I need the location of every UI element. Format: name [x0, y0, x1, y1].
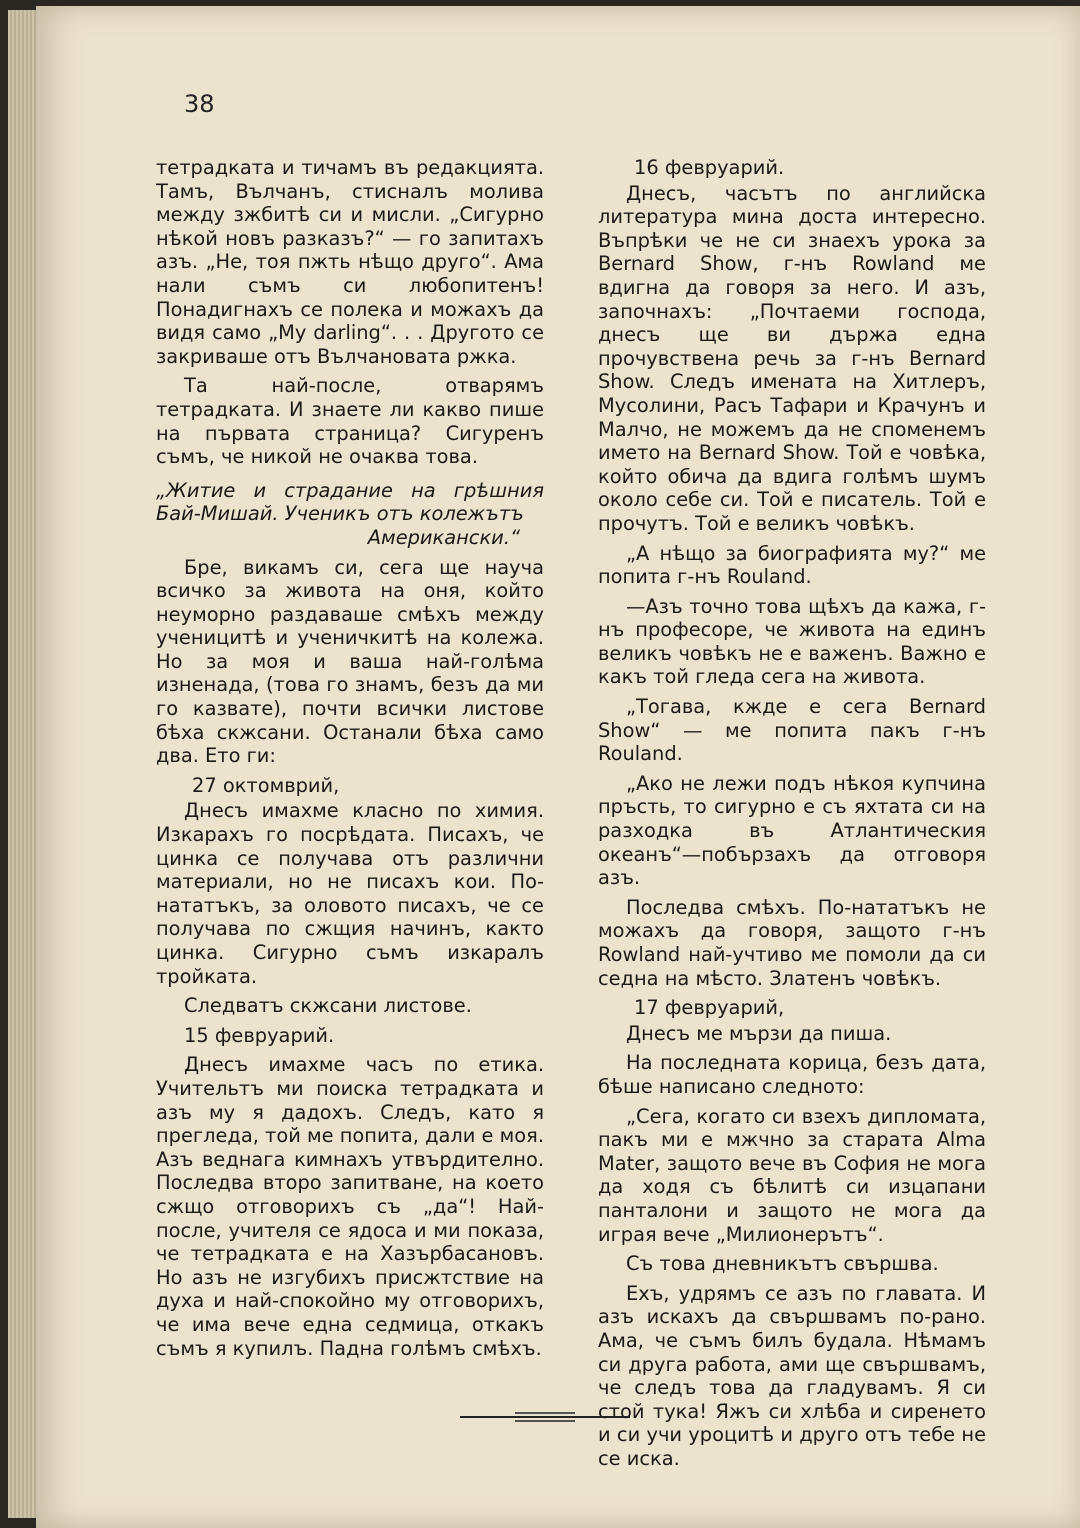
epigraph-line: „Житие и страдание на грѣшния Бай-Мишай. Ученикъ отъ колежътъ: [156, 478, 544, 526]
paragraph: Днесъ имахме класно по химия. Изкарахъ го посрѣдата. Писахъ, че цинка се получава отъ различни материали, но не писахъ кои. По-нататъкъ, за оловото писахъ, че се получава по сжщия начинъ, както цинка. Сигурно съмъ изкаралъ тройката.: [156, 799, 544, 988]
paragraph: Та най-после, отварямъ тетрадката. И знаете ли какво пише на първата страница? Сигуренъ съмъ, че никой не очаква това.: [156, 374, 544, 469]
paragraph: „Ако не лежи подъ нѣкоя купчина пръсть, то сигурно е съ яхтата си на разходка въ Атлантическия океанъ“—побързахъ да отговоря азъ.: [598, 771, 986, 890]
book-page-edges: [8, 10, 38, 1518]
paragraph: Днесъ, часътъ по английска литература мина доста интересно. Въпрѣки че не си знаехъ урока за Bernard Show, г-нъ Rowland ме вдигна да говоря за него. И азъ, започнахъ: „Почтаеми господа, днесъ ще ви държа една прочувствена речь за г-нъ Bernard Show. Следъ имената на Хитлеръ, Мусолини, Расъ Тафари и Крачунъ и Малчо, не можемъ да не споменемъ името на Bernard Show. Той е човѣка, който обича да вдига голѣмъ шумъ около себе си. Той е писатель. Той е прочутъ. Той е великъ човѣкъ.: [598, 181, 986, 535]
epigraph: [156, 479, 544, 550]
paragraph: На последната корица, безъ дата, бѣше написано следното:: [598, 1051, 986, 1098]
paragraph: „Тогава, кжде е сега Bernard Show“ — ме попита пакъ г-нъ Rouland.: [598, 695, 986, 766]
paragraph: Следватъ скжсани листове.: [184, 994, 472, 1018]
paragraph: „А нѣщо за биографията му?“ ме попита г-нъ Rouland.: [598, 541, 986, 589]
left-column: [156, 156, 544, 1366]
paragraph: Съ това дневникътъ свършва.: [626, 1252, 939, 1276]
paragraph: Ехъ, удрямъ се азъ по главата. И азъ искахъ да свършвамъ по-рано. Ама, че съмъ билъ будала. Нѣмамъ си друга работа, ами ще свършвамъ, че следъ това да гладувамъ. Я си стой тука! Яжъ си хлѣба и сиренето и си учи уроцитѣ и друго отъ тебе не се иска.: [598, 1281, 986, 1470]
diary-date: 16 февруарий.: [634, 156, 785, 179]
page-number: 38: [184, 90, 215, 118]
diary-date: 27 октомврий,: [192, 773, 340, 797]
paragraph: 15 февруарий.: [184, 1023, 335, 1047]
epigraph-line: Американски.“: [367, 525, 520, 549]
paragraph: тетрадката и тичамъ въ редакцията. Тамъ, Вълчанъ, стисналъ молива между зжбитѣ си и мисли. „Сигурно нѣкой новъ разказъ?“ — го запитахъ азъ. „Не, тоя пжть нѣщо друго“. Ама нали съмъ си любопитенъ! Понадигнахъ се полека и можахъ да видя само „My darling“. . . Другото се закриваше отъ Вълчановата ржка.: [156, 156, 544, 368]
end-ornament: [460, 1408, 630, 1426]
paragraph: „Сега, когато си взехъ дипломата, пакъ ми е мжчно за старата Alma Mater, защото вече въ София не мога да ходя съ бѣлитѣ си изцапани панталони и защото не мога да играя вече „Милионерътъ“.: [598, 1104, 986, 1246]
diary-date: 17 февруарий,: [634, 996, 785, 1020]
paragraph: Днесъ имахме часъ по етика. Учительтъ ми поиска тетрадката и азъ му я дадохъ. Следъ, като я прегледа, той ме попита, дали е моя. Азъ веднага кимнахъ утвърдително. Последва второ запитване, на което сжщо отговорихъ съ „да“! Най-после, учителя се ядоса и ми показа, че тетрадката е на Хазърбасановъ. Но азъ не изгубихъ присжтствие на духа и най-спокойно му отговорихъ, че има вече една седмица, откакъ съмъ я купилъ. Падна голѣмъ смѣхъ.: [156, 1053, 544, 1360]
paragraph: Бре, викамъ си, сега ще науча всичко за живота на оня, който неуморно раздаваше смѣхъ между ученицитѣ и ученичкитѣ на колежа. Но за моя и ваша най-голѣма изненада, (това го знамъ, безъ да ми го казвате), почти всички листове бѣха скжсани. Останали бѣха само два. Ето ги:: [156, 555, 544, 768]
paragraph: —Азъ точно това щѣхъ да кажа, г-нъ професоре, че живота на единъ великъ човѣкъ не е важенъ. Важно е какъ той гледа сега на живота.: [598, 594, 986, 689]
paragraph: Днесъ ме мързи да пиша.: [626, 1021, 892, 1045]
right-column: [598, 156, 986, 1476]
paragraph: Последва смѣхъ. По-нататъкъ не можахъ да говоря, защото г-нъ Rowland най-учтиво ме помоли да си седна на мѣсто. Златенъ човѣкъ.: [598, 895, 986, 990]
